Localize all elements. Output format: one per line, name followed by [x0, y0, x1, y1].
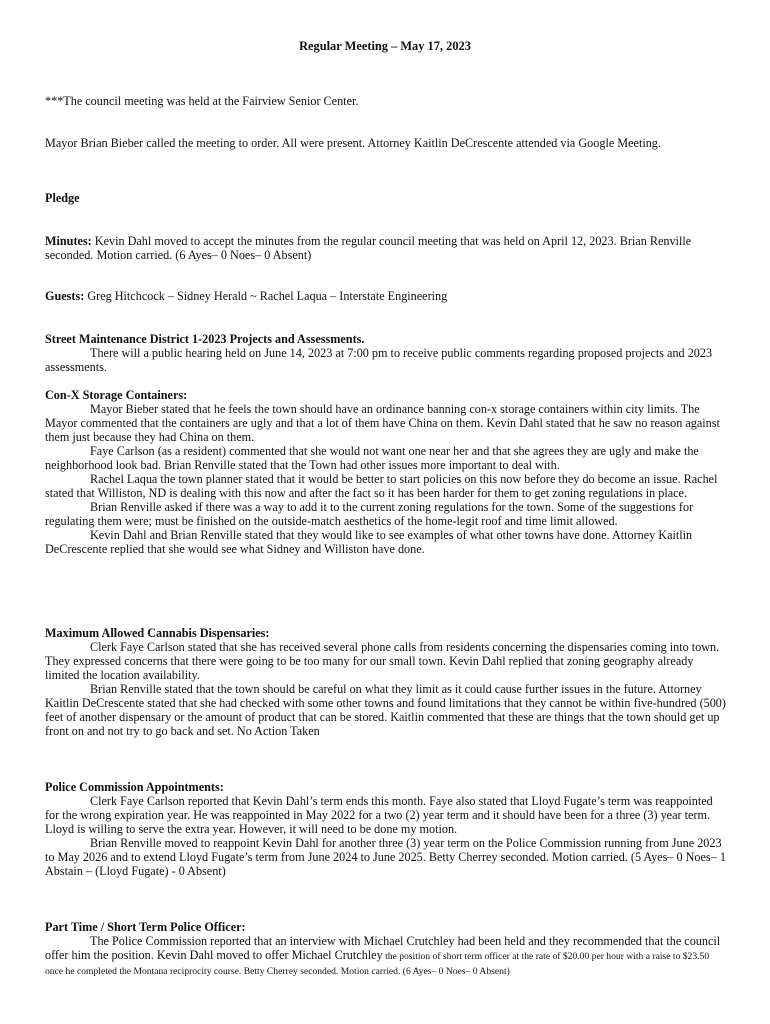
- cannabis-paragraph-1: Clerk Faye Carlson stated that she has received several phone calls from residents concerning the dispensaries coming into town. They expressed concerns that there were going to be too many for our small town. Kevin Dahl replied that zoning geography already limited the location availability.: [45, 640, 720, 682]
- guests-paragraph: [45, 289, 727, 303]
- location-note: [45, 94, 727, 108]
- conx-heading: Con-X Storage Containers:: [45, 388, 188, 402]
- conx-paragraph-1: Mayor Bieber stated that he feels the town should have an ordinance banning con-x storage containers within city limits. The Mayor commented that the containers are ugly and that a lot of them have China on them. Kevin Dahl stated that he saw no reason against them just because they had China on them.: [45, 402, 720, 444]
- cannabis-paragraph-2: Brian Renville stated that the town should be careful on what they limit as it could cause further issues in the future. Attorney Kaitlin DeCrescente stated that she had checked with some other towns and found limitations that they cannot be within five-hundred (500) feet of another dispensary or the amount of product that can be stored. Kaitlin commented that these are things that the town should get up front on and not try to go back and set. No Action Taken: [45, 682, 726, 738]
- cannabis-heading: Maximum Allowed Cannabis Dispensaries:: [45, 626, 270, 640]
- part-time-officer-paragraph: [45, 934, 727, 978]
- police-commission-paragraph-2: Brian Renville moved to reappoint Kevin Dahl for another three (3) year term on the Police Commission running from June 2023 to May 2026 and to extend Lloyd Fugate’s term from June 2024 to June 2025. Betty Cherrey seconded. Motion carried. (5 Ayes– 0 Noes– 1 Abstain – (Lloyd Fugate) - 0 Absent): [45, 836, 726, 878]
- guests-text: Greg Hitchcock – Sidney Herald ~ Rachel Laqua – Interstate Engineering: [84, 289, 448, 303]
- minutes-text: Kevin Dahl moved to accept the minutes from the regular council meeting that was held on April 12, 2023. Brian Renville seconded. Motion carried. (6 Ayes– 0 Noes– 0 Absent): [45, 234, 692, 262]
- location-note-text: ***The council meeting was held at the Fairview Senior Center.: [45, 94, 359, 108]
- police-commission-section: [45, 780, 727, 878]
- document-title: Regular Meeting – May 17, 2023: [299, 39, 471, 53]
- minutes-paragraph: [45, 234, 727, 262]
- pledge-heading: Pledge: [45, 191, 80, 205]
- part-time-officer-heading: Part Time / Short Term Police Officer:: [45, 920, 246, 934]
- minutes-section: [45, 234, 727, 262]
- conx-paragraph-4: Brian Renville asked if there was a way to add it to the current zoning regulations for the town. Some of the suggestions for regulating them were; must be finished on the outside-match aesthetics of the home-legit roof and time limit allowed.: [45, 500, 694, 528]
- part-time-officer-text: The Police Commission reported that an interview with Michael Crutchley had been held and they recommended that the council offer him the position. Kevin Dahl moved to offer Michael Crutchley: [45, 934, 721, 962]
- street-maintenance-paragraph: There will a public hearing held on June 14, 2023 at 7:00 pm to receive public comments regarding proposed projects and 2023 assessments.: [45, 346, 713, 374]
- pledge-section: [45, 191, 727, 205]
- call-to-order: [45, 136, 727, 150]
- call-to-order-text: Mayor Brian Bieber called the meeting to order. All were present. Attorney Kaitlin DeCrescente attended via Google Meeting.: [45, 136, 661, 150]
- police-commission-paragraph-1: Clerk Faye Carlson reported that Kevin Dahl’s term ends this month. Faye also stated that Lloyd Fugate’s term was reappointed for the wrong expiration year. He was reappointed in May 2022 for a two (2) year term and it should have been for a three (3) year term. Lloyd is willing to serve the extra year. However, it will need to be done my motion.: [45, 794, 713, 836]
- guests-section: [45, 289, 727, 303]
- conx-paragraph-3: Rachel Laqua the town planner stated that it would be better to start policies on this now before they do become an issue. Rachel stated that Williston, ND is dealing with this now and after the fact so it has been harder for them to get zoning regulations in place.: [45, 472, 718, 500]
- street-maintenance-section: [45, 332, 727, 374]
- police-commission-heading: Police Commission Appointments:: [45, 780, 224, 794]
- conx-paragraph-5: Kevin Dahl and Brian Renville stated that they would like to see examples of what other towns have done. Attorney Kaitlin DeCrescente replied that she would see what Sidney and Williston have done.: [45, 528, 693, 556]
- guests-label: Guests:: [45, 289, 85, 303]
- conx-section: [45, 388, 727, 556]
- part-time-officer-section: [45, 920, 727, 978]
- minutes-label: Minutes:: [45, 234, 92, 248]
- part-time-officer-text-small: the position of short term officer at the rate of $20.00 per hour with a raise to $23.50 once he completed the Montana reciprocity course. Betty Cherrey seconded. Motion carried. (6 Ayes– 0 Noes– 0 Absent): [45, 951, 710, 977]
- conx-paragraph-2: Faye Carlson (as a resident) commented that she would not want one near her and that she agrees they are ugly and make the neighborhood look bad. Brian Renville stated that the Town had other issues more important to deal with.: [45, 444, 699, 472]
- cannabis-section: [45, 626, 727, 738]
- street-maintenance-heading: Street Maintenance District 1-2023 Projects and Assessments.: [45, 332, 365, 346]
